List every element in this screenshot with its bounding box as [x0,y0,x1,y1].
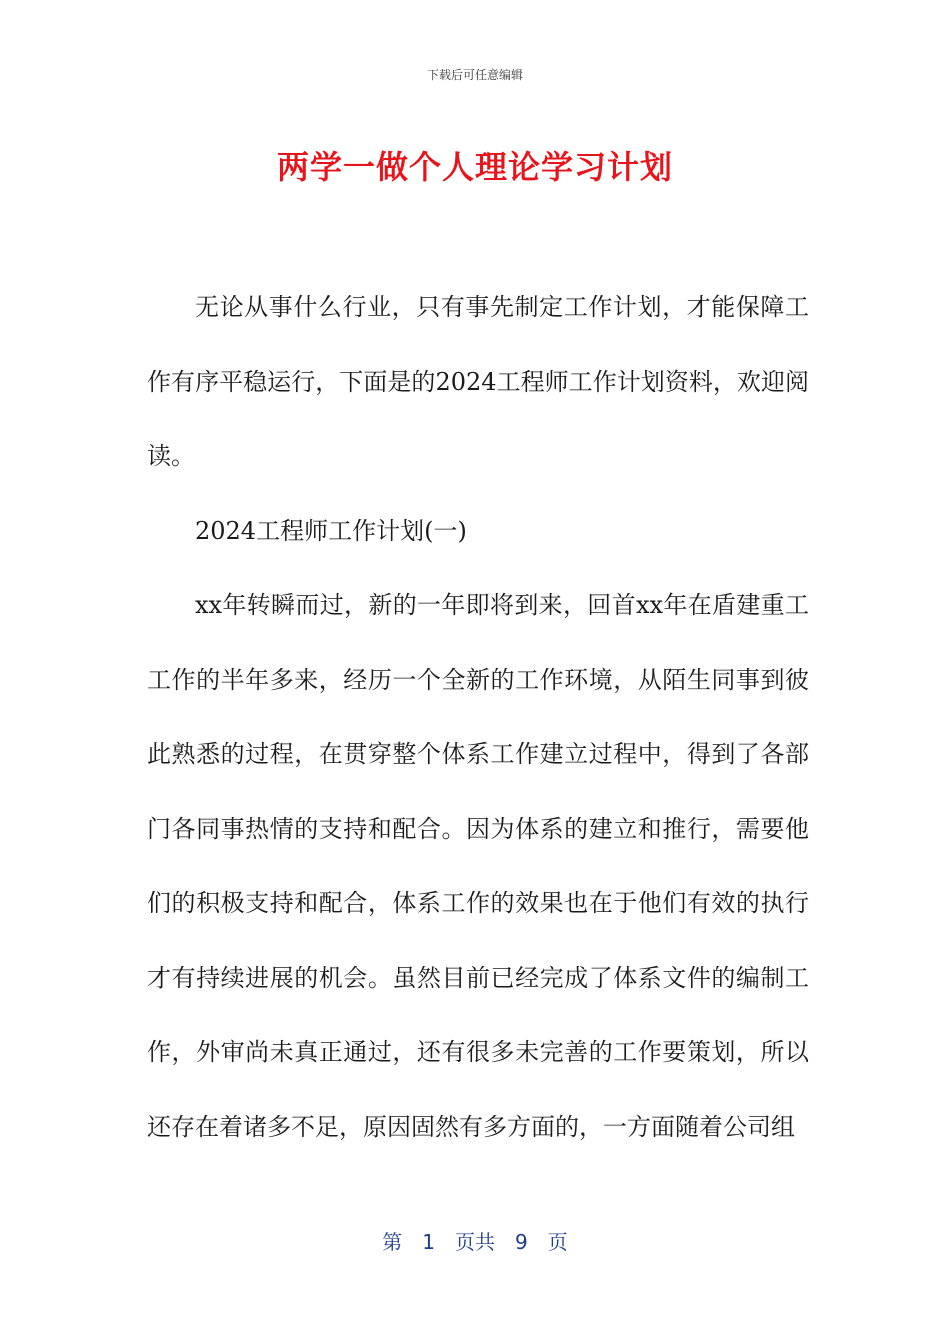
header-note: 下载后可任意编辑 [426,68,523,82]
footer-prefix: 第 [382,1230,403,1254]
page-footer [0,1226,950,1255]
body-paragraph: xx年转瞬而过，新的一年即将到来，回首xx年在盾建重工工作的半年多来，经历一个全新的工作环境，从陌生同事到彼此熟悉的过程，在贯穿整个体系工作建立过程中，得到了各部门各同事热情的支持和配合。因为体系的建立和推行，需要他们的积极支持和配合，体系工作的效果也在于他们有效的执行才有持续进展的机会。虽然目前已经完成了体系文件的编制工作，外审尚未真正通过，还有很多未完善的工作要策划，所以还存在着诸多不足，原因固然有多方面的，一方面随着公司组 [147,591,809,1141]
intro-paragraph: 无论从事什么行业，只有事先制定工作计划，才能保障工作有序平稳运行，下面是的2024工程师工作计划资料，欢迎阅读。 [147,293,809,470]
footer-page-number: 1 [422,1230,435,1254]
footer-page-total: 9 [515,1230,528,1254]
section-heading: 2024工程师工作计划(一) [195,516,467,545]
document-title: 两学一做个人理论学习计划 [276,148,673,186]
document-body [147,270,809,1164]
footer-suffix: 页 [547,1230,568,1254]
footer-middle: 页共 [455,1230,495,1254]
